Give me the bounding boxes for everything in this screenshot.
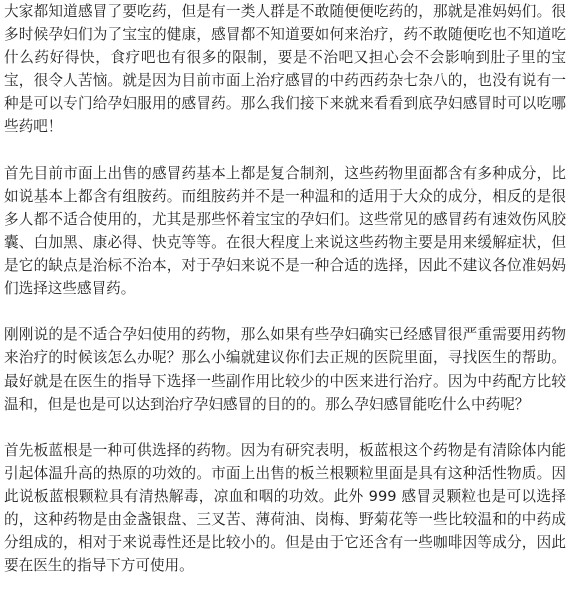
- paragraph-intro: 大家都知道感冒了要吃药，但是有一类人群是不敢随便便吃药的，那就是准妈妈们。很多时候孕妇们为了宝宝的健康，感冒都不知道要如何来治疗，药不敢随便吃也不知道吃什么药好得快，食疗吧也有很多的限制，要是不治吧又担心会不会影响到肚子里的宝宝，很令人苦恼。就是因为目前市面上治疗感冒的中药西药杂七杂八的，也没有说有一种是可以专门给孕妇服用的感冒药。那么我们接下来就来看看到底孕妇感冒时可以吃哪些药吧！: [4, 3, 566, 136]
- paragraph-compound-cold-medicines: 首先目前市面上出售的感冒药基本上都是复合制剂，这些药物里面都含有多种成分，比如说基本上都含有组胺药。而组胺药并不是一种温和的适用于大众的成分，相反的是很多人都不适合使用的，尤其是那些怀着宝宝的孕妇们。这些常见的感冒药有速效伤风胶囊、白加黑、康必得、快克等等。在很大程度上来说这些药物主要是用来缓解症状，但是它的缺点是治标不治本，对于孕妇来说不是一种合适的选择，因此不建议各位准妈妈们选择这些感冒药。: [4, 164, 566, 298]
- article-body: [4, 0, 566, 577]
- paragraph-chinese-medicine-options: 首先板蓝根是一种可供选择的药物。因为有研究表明，板蓝根这个药物是有清除体内能引起体温升高的热原的功效的。市面上出售的板兰根颗粒里面是具有这种活性物质。因此说板蓝根颗粒具有清热解毒，凉血和咽的功效。此外 999 感冒灵颗粒也是可以选择的，这种药物是由金盏银盘、三叉苦、薄荷油、岗梅、野菊花等一些比较温和的中药成分组成的，相对于来说毒性还是比较小的。但是由于它还含有一些咖啡因等成分，因此要在医生的指导下方可使用。: [4, 441, 566, 575]
- paragraph-doctor-advice: 刚刚说的是不适合孕妇使用的药物，那么如果有些孕妇确实已经感冒很严重需要用药物来治疗的时候该怎么办呢？那么小编就建议你们去正规的医院里面，寻找医生的帮助。最好就是在医生的指导下选择一些副作用比较少的中医来进行治疗。因为中药配方比较温和，但是也是可以达到治疗孕妇感冒的目的的。那么孕妇感冒能吃什么中药呢？: [4, 326, 566, 413]
